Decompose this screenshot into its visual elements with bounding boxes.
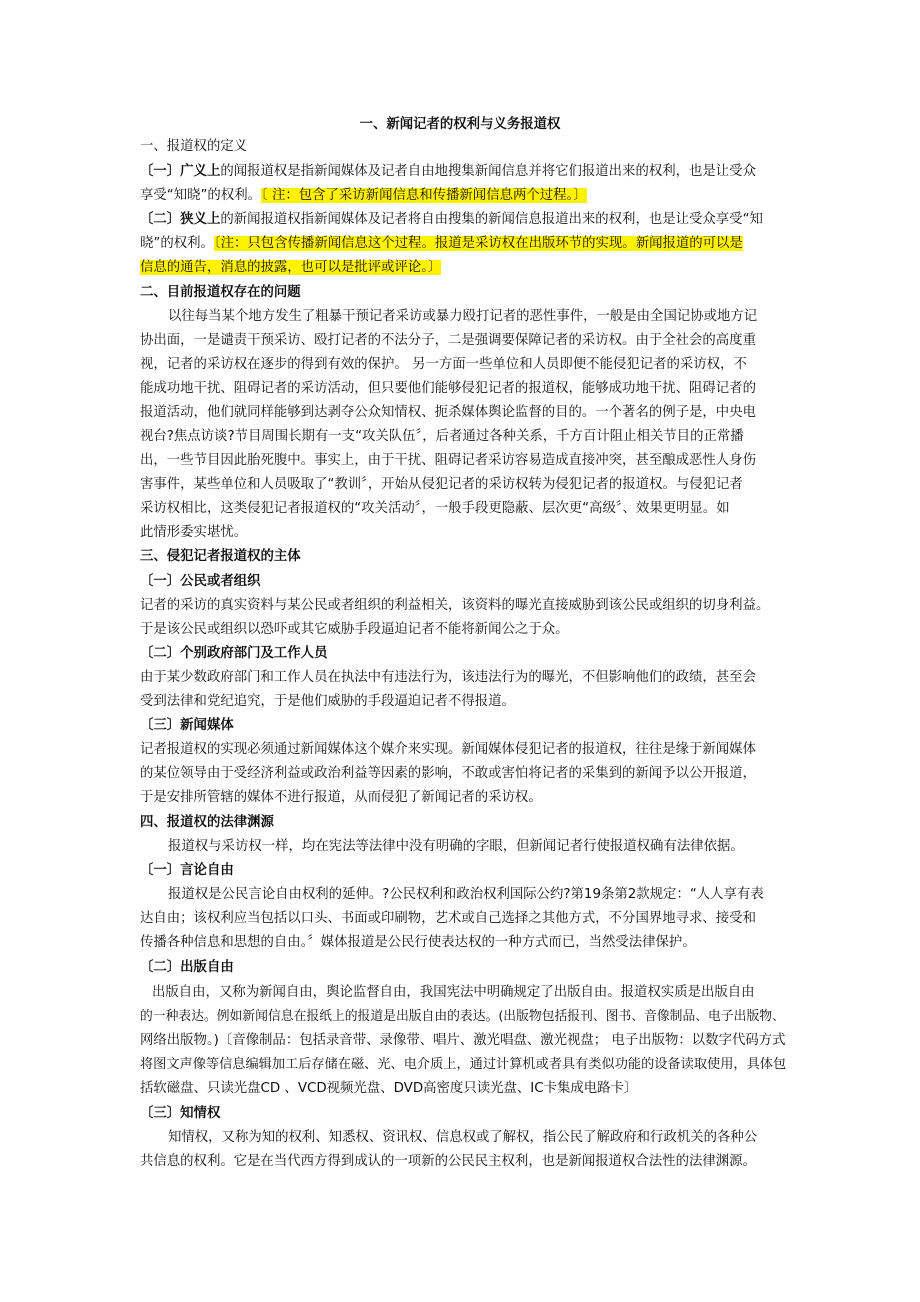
narrow-label: 〔二〕狭义上 [140, 212, 221, 227]
section-3-p3-line: 的某位领导由于受经济利益或政治利益等因素的影响，不敢或害怕将记者的采集到的新闻予以公开报道， [140, 766, 756, 781]
section-2-paragraph-line: 以往每当某个地方发生了粗暴干预记者采访或暴力殴打记者的恶性事件，一般是由全国记协或地方记 [168, 309, 758, 324]
section-2-paragraph-line: 能成功地干扰、阻碍记者的采访活动，但只要他们能够侵犯记者的报道权，能够成功地干扰、阻碍记者的 [140, 381, 756, 396]
broad-text: 的闻报道权是指新闻媒体及记者自由地搜集新闻信息并将它们报道出来的权利，也是让受众 [220, 164, 756, 179]
section-2-paragraph-line: 出，一些节目因此胎死腹中。事实上，由于干扰、阻碍记者采访容易造成直接冲突，甚至酿成恶性人身伤 [140, 453, 756, 468]
document-title: 一、新闻记者的权利与义务报道权 [359, 117, 561, 132]
section-1-heading: 一、报道权的定义 [140, 139, 248, 154]
section-2-paragraph-line: 采访权相比，这类侵犯记者报道权的“攻关活动〞，一般手段更隐蔽、层次更“高级〞、效果更明显。如 [140, 501, 730, 516]
narrow-text: 的新闻报道权指新闻媒体及记者将自由搜集的新闻信息报道出来的权利，也是让受众享受“知 [220, 212, 763, 227]
section-4-p1-line: 达自由；该权利应当包括以口头、书面或印刷物，艺术或自己选择之其他方式，不分国界地寻求、接受和 [140, 911, 756, 926]
section-3-sub-1: 〔一〕公民或者组织 [140, 574, 261, 589]
section-4-p1-line: 传播各种信息和思想的自由。〞媒体报道是公民行使表达权的一种方式而已，当然受法律保护。 [140, 935, 696, 950]
section-3-p1-line: 于是该公民或组织以恐吓或其它威胁手段逼迫记者不能将新闻公之于众。 [140, 622, 569, 637]
section-3-heading: 三、侵犯记者报道权的主体 [140, 549, 301, 564]
broad-definition-line-1 [140, 162, 756, 184]
section-4-p3-line: 知情权，又称为知的权利、知悉权、资讯权、信息权或了解权，指公民了解政府和行政机关的各种公 [168, 1130, 758, 1145]
broad-definition-line-2 [140, 186, 587, 208]
section-4-p3-line: 共信息的权利。它是在当代西方得到成认的一项新的公民民主权利，也是新闻报道权合法性的法律渊源。 [140, 1154, 756, 1169]
narrow-definition-line-1 [140, 210, 763, 232]
section-2-heading: 二、目前报道权存在的问题 [140, 285, 301, 300]
section-3-p3-line: 记者报道权的实现必须通过新闻媒体这个媒介来实现。新闻媒体侵犯记者的报道权，往往是缘于新闻媒体 [140, 742, 756, 757]
broad-text-end: 享受“知晓”的权利。 [140, 188, 261, 203]
section-2-paragraph-line: 视台?焦点访谈?节目周围长期有一支“攻关队伍〞，后者通过各种关系，千方百计阻止相关节目的正常播 [140, 429, 744, 444]
section-3-sub-2: 〔二〕个别政府部门及工作人员 [140, 646, 328, 661]
narrow-definition-line-2 [140, 234, 743, 256]
section-2-paragraph-line: 害事件，某些单位和人员吸取了“教训〞，开始从侵犯记者的采访权转为侵犯记者的报道权。与侵犯记者 [140, 477, 743, 492]
section-4-sub-1: 〔一〕言论自由 [140, 863, 234, 878]
section-4-p2-line: 的一种表达。例如新闻信息在报纸上的报道是出版自由的表达。(出版物包括报刊、图书、音像制品、电子出版物、 [140, 1009, 785, 1024]
broad-label: 〔一〕广义上 [140, 164, 221, 179]
section-4-p2-line: 出版自由，又称为新闻自由，舆论监督自由，我国宪法中明确规定了出版自由。报道权实质是出版自由 [152, 985, 755, 1000]
section-3-sub-3: 〔三〕新闻媒体 [140, 718, 234, 733]
section-3-p1-line: 记者的采访的真实资料与某公民或者组织的利益相关，该资料的曝光直接威胁到该公民或组织的切身利益。 [140, 598, 770, 613]
section-2-paragraph-line: 此情形委实堪忧。 [140, 525, 248, 540]
section-4-intro: 报道权与采访权一样，均在宪法等法律中没有明确的字眼，但新闻记者行使报道权确有法律依据。 [168, 839, 744, 854]
section-4-p1-line: 报道权是公民言论自由权利的延伸。?公民权利和政治权利国际公约?第19条第2款规定：“人人享有表 [168, 887, 764, 902]
narrow-note-highlight: 〔注：只包含传播新闻信息这个过程。报道是采访权在出版环节的实现。新闻报道的可以是 [213, 236, 743, 251]
section-3-p2-line: 受到法律和党纪追究，于是他们威胁的手段逼迫记者不得报道。 [140, 694, 515, 709]
section-4-p2-line: 括软磁盘、只读光盘CD 、VCD视频光盘、DVD高密度只读光盘、IC卡集成电路卡〕 [140, 1081, 638, 1096]
section-3-p3-line: 于是安排所管辖的媒体不进行报道，从而侵犯了新闻记者的采访权。 [140, 790, 542, 805]
section-3-p2-line: 由于某少数政府部门和工作人员在执法中有违法行为，该违法行为的曝光，不但影响他们的政绩，甚至会 [140, 670, 756, 685]
section-4-sub-3: 〔三〕知情权 [140, 1106, 221, 1121]
section-2-paragraph-line: 视，记者的采访权在逐步的得到有效的保护。 另一方面一些单位和人员即便不能侵犯记者的采访权，不 [140, 357, 747, 372]
section-4-heading: 四、报道权的法律渊源 [140, 815, 274, 830]
section-4-p2-line: 将图文声像等信息编辑加工后存储在磁、光、电介质上，通过计算机或者具有类似功能的设备读取使用，具体包 [140, 1057, 787, 1072]
narrow-text-end: 晓”的权利。 [140, 236, 214, 251]
narrow-note-highlight-cont: 信息的通告，消息的披露，也可以是批评或评论。〕 [140, 260, 442, 275]
section-4-sub-2: 〔二〕出版自由 [140, 960, 234, 975]
broad-note-highlight: 〔 注：包含了采访新闻信息和传播新闻信息两个过程。〕 [261, 188, 587, 203]
section-2-paragraph-line: 协出面，一是谴责干预采访、殴打记者的不法分子，二是强调要保障记者的采访权。由于全社会的高度重 [140, 333, 756, 348]
section-2-paragraph-line: 报道活动，他们就同样能够到达剥夺公众知情权、扼杀媒体舆论监督的目的。一个著名的例子是，中央电 [140, 405, 756, 420]
section-4-p2-line: 网络出版物。)〔音像制品：包括录音带、录像带、唱片、激光唱盘、激光视盘； 电子出版物：以数字代码方式 [140, 1033, 786, 1048]
narrow-definition-line-3 [140, 258, 441, 280]
